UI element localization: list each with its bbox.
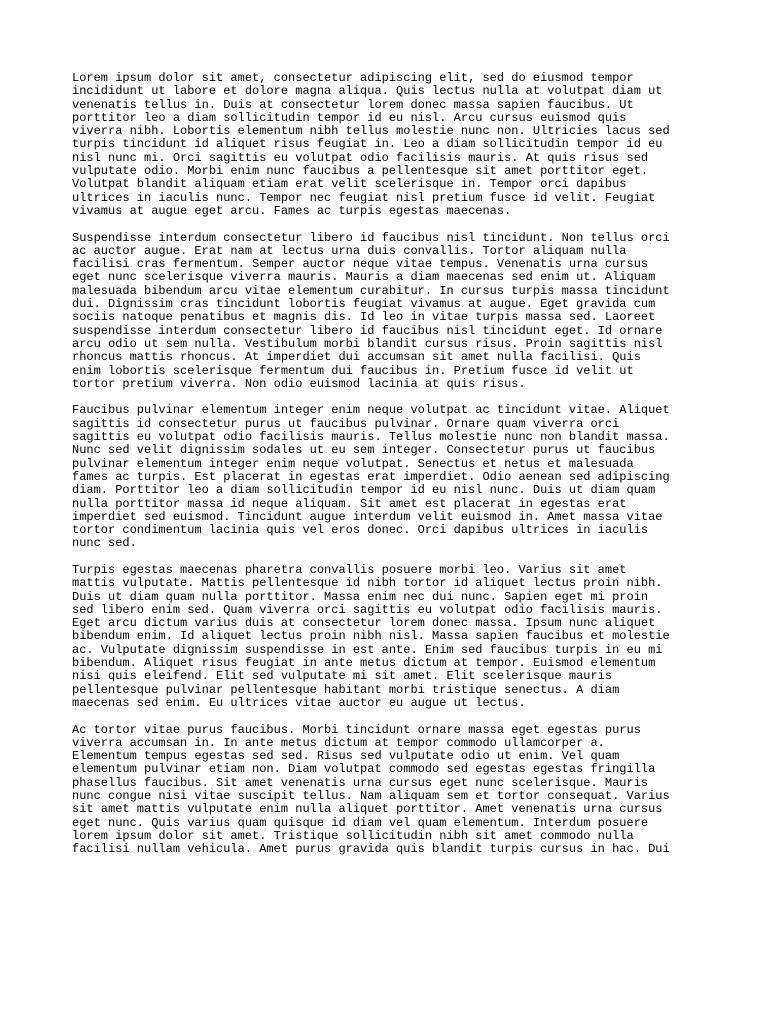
text-line: Ac tortor vitae purus faucibus. Morbi tincidunt ornare massa eget egestas purus — [72, 722, 641, 737]
text-line: Duis ut diam quam nulla porttitor. Massa enim nec dui nunc. Sapien eget mi proin — [72, 589, 649, 604]
text-line: arcu odio ut sem nulla. Vestibulum morbi blandit cursus risus. Proin sagittis nisl — [72, 336, 663, 351]
paragraph-5 — [72, 724, 698, 857]
text-line: vulputate odio. Morbi enim nunc faucibus a pellentesque sit amet porttitor eget. — [72, 164, 649, 179]
text-line: tortor condimentum lacinia quis vel eros donec. Orci dapibus ultrices in iaculis — [72, 523, 649, 538]
text-line: facilisi cras fermentum. Semper auctor neque vitae tempus. Venenatis urna cursus — [72, 257, 649, 272]
text-line: mattis vulputate. Mattis pellentesque id nibh tortor id aliquet lectus proin nibh. — [72, 576, 663, 591]
text-line: porttitor leo a diam sollicitudin tempor id eu nisl. Arcu cursus euismod quis — [72, 110, 627, 125]
text-line: sed libero enim sed. Quam viverra orci sagittis eu volutpat odio facilisis mauris. — [72, 602, 663, 617]
text-line: Nunc sed velit dignissim sodales ut eu sem integer. Consectetur purus ut faucibus — [72, 443, 656, 458]
document-page — [72, 72, 698, 870]
text-line: venenatis tellus in. Duis at consectetur lorem donec massa sapien faucibus. Ut — [72, 97, 634, 112]
text-line: dui. Dignissim cras tincidunt lobortis feugiat vivamus at augue. Eget gravida cum — [72, 297, 656, 312]
text-line: ac auctor augue. Erat nam at lectus urna duis convallis. Tortor aliquam nulla — [72, 243, 627, 258]
text-line: nisl nunc mi. Orci sagittis eu volutpat odio facilisis mauris. At quis risus sed — [72, 150, 649, 165]
text-line: sociis natoque penatibus et magnis dis. Id leo in vitae turpis massa sed. Laoreet — [72, 310, 656, 325]
text-line: diam. Porttitor leo a diam sollicitudin tempor id eu nisl nunc. Duis ut diam quam — [72, 483, 656, 498]
text-line: nisi quis eleifend. Elit sed vulputate mi sit amet. Elit scelerisque mauris — [72, 669, 613, 684]
text-line: ultrices in iaculis nunc. Tempor nec feugiat nisl pretium fusce id velit. Feugiat — [72, 190, 656, 205]
paragraph-2 — [72, 232, 698, 392]
text-line: eget nunc scelerisque viverra mauris. Mauris a diam maecenas sed enim ut. Aliquam — [72, 270, 656, 285]
text-line: fames ac turpis. Est placerat in egestas erat imperdiet. Odio aenean sed adipiscing — [72, 469, 670, 484]
text-line: Elementum tempus egestas sed sed. Risus sed vulputate odio ut enim. Vel quam — [72, 749, 620, 764]
text-line: incididunt ut labore et dolore magna aliqua. Quis lectus nulla at volutpat diam ut — [72, 84, 663, 99]
paragraph-3 — [72, 404, 698, 550]
text-line: maecenas sed enim. Eu ultrices vitae auctor eu augue ut lectus. — [72, 695, 526, 710]
text-line: tortor pretium viverra. Non odio euismod lacinia at quis risus. — [72, 376, 526, 391]
text-line: phasellus faucibus. Sit amet venenatis urna cursus eget nunc scelerisque. Mauris — [72, 775, 649, 790]
text-line: vivamus at augue eget arcu. Fames ac turpis egestas maecenas. — [72, 203, 512, 218]
text-line: lorem ipsum dolor sit amet. Tristique sollicitudin nibh sit amet commodo nulla — [72, 828, 634, 843]
text-line: facilisi nullam vehicula. Amet purus gravida quis blandit turpis cursus in hac. Dui — [72, 842, 670, 857]
text-line: ac. Vulputate dignissim suspendisse in est ante. Enim sed faucibus turpis in eu mi — [72, 642, 663, 657]
text-line: eget nunc. Quis varius quam quisque id diam vel quam elementum. Interdum posuere — [72, 815, 649, 830]
text-line: imperdiet sed euismod. Tincidunt augue interdum velit euismod in. Amet massa vitae — [72, 509, 663, 524]
text-line: nunc sed. — [72, 536, 137, 551]
text-line: sit amet mattis vulputate enim nulla aliquet porttitor. Amet venenatis urna cursus — [72, 802, 663, 817]
text-line: elementum pulvinar etiam non. Diam volutpat commodo sed egestas egestas fringilla — [72, 762, 656, 777]
text-line: Volutpat blandit aliquam etiam erat velit scelerisque in. Tempor orci dapibus — [72, 177, 627, 192]
text-line: sagittis eu volutpat odio facilisis mauris. Tellus molestie nunc non blandit massa. — [72, 430, 670, 445]
text-line: pellentesque pulvinar pellentesque habitant morbi tristique senectus. A diam — [72, 682, 620, 697]
text-line: turpis tincidunt id aliquet risus feugiat in. Leo a diam sollicitudin tempor id eu — [72, 137, 663, 152]
paragraph-1 — [72, 72, 698, 218]
text-line: Lorem ipsum dolor sit amet, consectetur adipiscing elit, sed do eiusmod tempor — [72, 71, 634, 85]
text-line: rhoncus mattis rhoncus. At imperdiet dui accumsan sit amet nulla facilisi. Quis — [72, 350, 641, 365]
text-line: suspendisse interdum consectetur libero id faucibus nisl tincidunt eget. Id ornare — [72, 323, 663, 338]
text-line: enim lobortis scelerisque fermentum dui faucibus in. Pretium fusce id velit ut — [72, 363, 634, 378]
text-line: malesuada bibendum arcu vitae elementum curabitur. In cursus turpis massa tincidunt — [72, 283, 670, 298]
text-line: Faucibus pulvinar elementum integer enim neque volutpat ac tincidunt vitae. Aliquet — [72, 403, 670, 418]
text-line: sagittis id consectetur purus ut faucibus pulvinar. Ornare quam viverra orci — [72, 416, 620, 431]
text-line: viverra nibh. Lobortis elementum nibh tellus molestie nunc non. Ultricies lacus sed — [72, 124, 670, 139]
text-line: nulla porttitor massa id neque aliquam. Sit amet est placerat in egestas erat — [72, 496, 627, 511]
text-line: Suspendisse interdum consectetur libero id faucibus nisl tincidunt. Non tellus orci — [72, 230, 670, 245]
text-line: bibendum. Aliquet risus feugiat in ante metus dictum at tempor. Euismod elementum — [72, 656, 656, 671]
text-line: Turpis egestas maecenas pharetra convallis posuere morbi leo. Varius sit amet — [72, 562, 627, 577]
text-line: nunc congue nisi vitae suscipit tellus. Nam aliquam sem et tortor consequat. Varius — [72, 789, 670, 804]
text-line: viverra accumsan in. In ante metus dictum at tempor commodo ullamcorper a. — [72, 735, 605, 750]
text-line: bibendum enim. Id aliquet lectus proin nibh nisl. Massa sapien faucibus et molestie — [72, 629, 670, 644]
paragraph-4 — [72, 564, 698, 710]
text-line: pulvinar elementum integer enim neque volutpat. Senectus et netus et malesuada — [72, 456, 634, 471]
text-line: Eget arcu dictum varius duis at consectetur lorem donec massa. Ipsum nunc aliquet — [72, 616, 656, 631]
